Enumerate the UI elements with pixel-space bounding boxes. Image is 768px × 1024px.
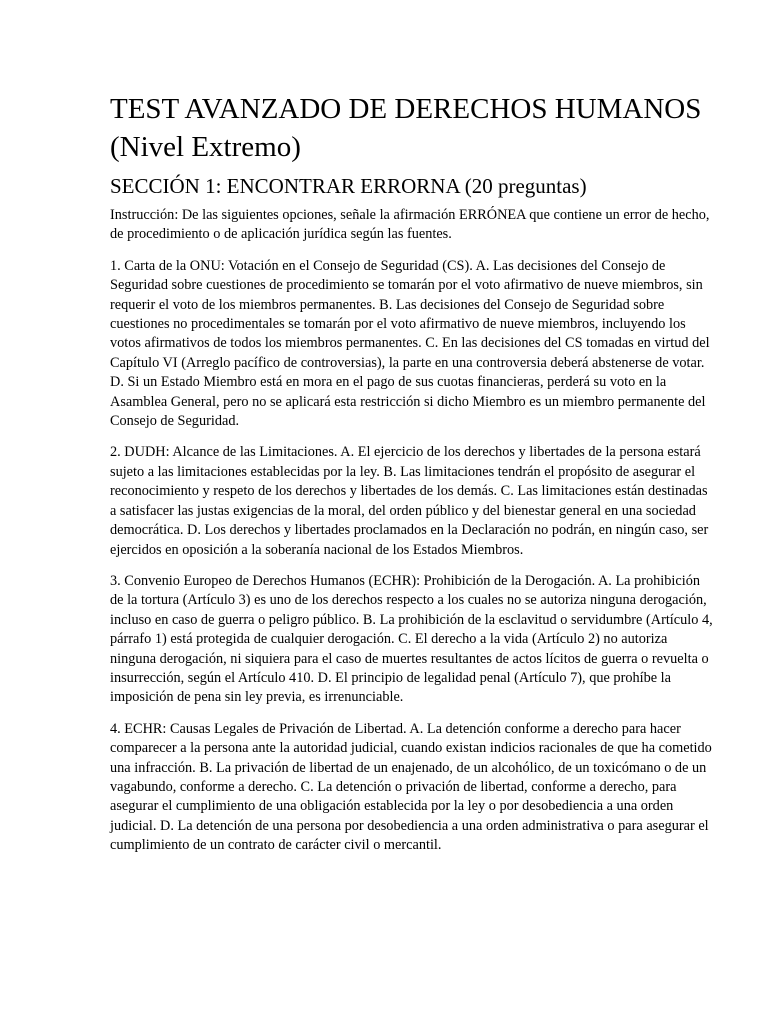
question-2: 2. DUDH: Alcance de las Limitaciones. A. El ejercicio de los derechos y libertades de la persona estará sujeto a las limitaciones establecidas por la ley. B. Las limitaciones tendrán el propósito de asegurar el reconocimiento y respeto de los derechos y libertades de los demás. C. Las limitaciones están destinadas a satisfacer las justas exigencias de la moral, del orden público y del bienestar general en una sociedad democrática. D. Los derechos y libertades proclamados en la Declaración no podrán, en ningún caso, ser ejercidos en oposición a la soberanía nacional de los Estados Miembros. [110,444,709,558]
document-title: TEST AVANZADO DE DERECHOS HUMANOS (Nivel Extremo) [110,93,702,163]
question-4: 4. ECHR: Causas Legales de Privación de Libertad. A. La detención conforme a derecho para hacer comparecer a la persona ante la autoridad judicial, cuando existan indicios racionales de que ha cometido una infracción. B. La privación de libertad de un enajenado, de un alcohólico, de un toxicómano o de un vagabundo, conforme a derecho. C. La detención o privación de libertad, conforme a derecho, para asegurar el cumplimiento de una obligación establecida por la ley o por desobediencia a una orden judicial. D. La detención de una persona por desobediencia a una orden administrativa o para asegurar el cumplimiento de un contrato de carácter civil o mercantil. [110,720,712,854]
question-1: 1. Carta de la ONU: Votación en el Consejo de Seguridad (CS). A. Las decisiones del Consejo de Seguridad sobre cuestiones de procedimiento se tomarán por el voto afirmativo de nueve miembros, sin requerir el voto de los miembros permanentes. B. Las decisiones del Consejo de Seguridad sobre cuestiones no procedimentales se tomarán por el voto afirmativo de nueve miembros, incluyendo los votos afirmativos de todos los miembros permanentes. C. En las decisiones del CS tomadas en virtud del Capítulo VI (Arreglo pacífico de controversias), la parte en una controversia deberá abstenerse de votar. D. Si un Estado Miembro está en mora en el pago de sus cuotas financieras, perderá su voto en la Asamblea General, pero no se aplicará esta restricción si dicho Miembro es un miembro permanente del Consejo de Seguridad. [110,257,710,430]
question-3: 3. Convenio Europeo de Derechos Humanos (ECHR): Prohibición de la Derogación. A. La prohibición de la tortura (Artículo 3) es uno de los derechos respecto a los cuales no se autoriza ninguna derogación, incluso en caso de guerra o peligro público. B. La prohibición de la esclavitud o servidumbre (Artículo 4, párrafo 1) está protegida de cualquier derogación. C. El derecho a la vida (Artículo 2) no autoriza ninguna derogación, ni siquiera para el caso de muertes resultantes de actos lícitos de guerra o revuelta o insurrección, según el Artículo 410. D. El principio de legalidad penal (Artículo 7), que prohíbe la imposición de pena sin ley previa, es irrenunciable. [110,572,713,706]
instruction-paragraph: Instrucción: De las siguientes opciones, señale la afirmación ERRÓNEA que contiene un error de hecho, de procedimiento o de aplicación jurídica según las fuentes. [110,207,710,243]
document-page [110,90,714,868]
section-heading: SECCIÓN 1: ENCONTRAR ERRORNA (20 preguntas) [110,174,587,198]
